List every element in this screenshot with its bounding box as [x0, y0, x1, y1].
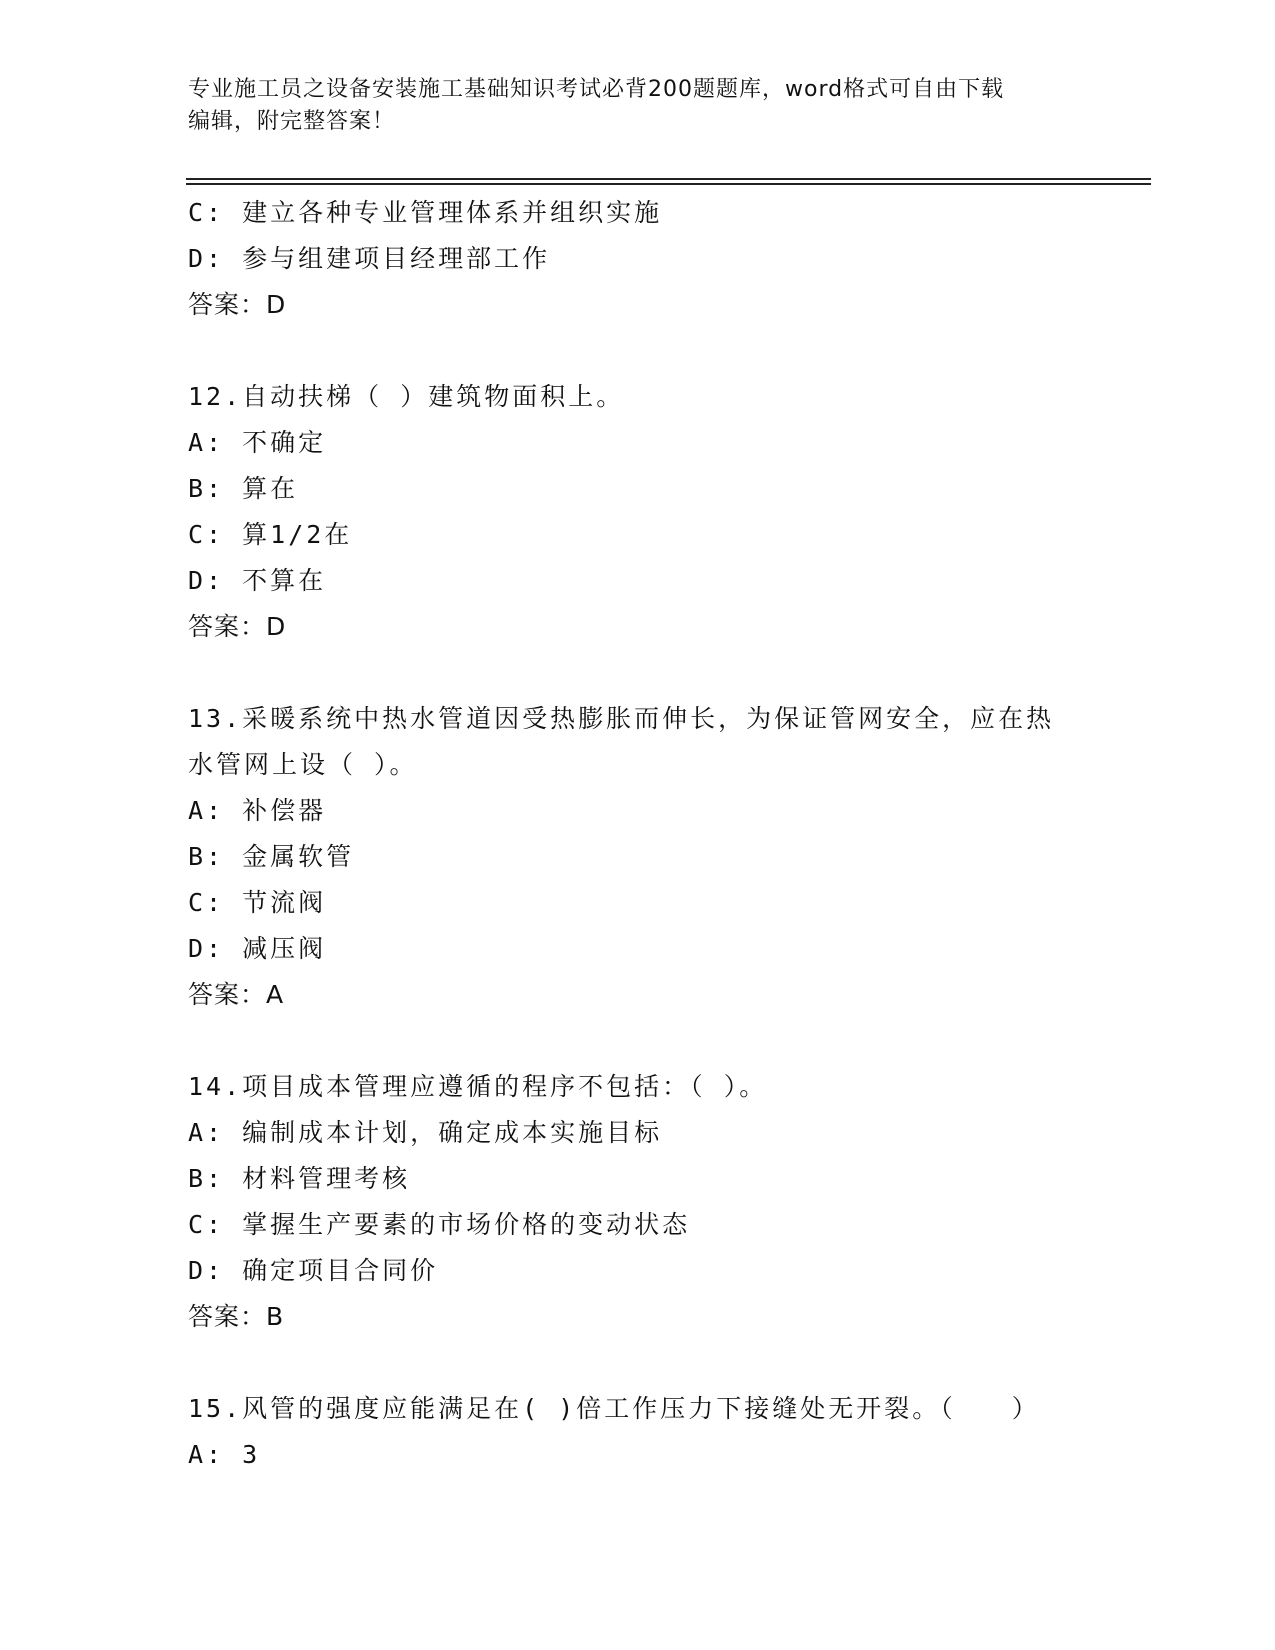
question-12	[188, 374, 1088, 650]
option-d: D: 参与组建项目经理部工作	[188, 244, 551, 273]
spacer	[188, 650, 1088, 696]
header-divider-top	[186, 178, 1151, 180]
option-d: D: 减压阀	[188, 934, 327, 963]
answer-label: 答案：A	[188, 980, 285, 1009]
question-14	[188, 1064, 1088, 1340]
spacer	[188, 1018, 1088, 1064]
option-a: A: 3	[188, 1440, 261, 1469]
question-stem: 14.项目成本管理应遵循的程序不包括：（ ）。	[188, 1072, 768, 1101]
answer-label: 答案：D	[188, 612, 287, 641]
spacer	[188, 1340, 1088, 1386]
question-stem: 15.风管的强度应能满足在( )倍工作压力下接缝处无开裂。（ ）	[188, 1394, 1040, 1423]
question-stem-line2: 水管网上设（ ）。	[188, 750, 418, 779]
option-c: C: 掌握生产要素的市场价格的变动状态	[188, 1210, 691, 1239]
answer-label: 答案：D	[188, 290, 287, 319]
option-b: B: 算在	[188, 474, 299, 503]
option-d: D: 确定项目合同价	[188, 1256, 439, 1285]
header-title-line2: 编辑，附完整答案！	[188, 109, 396, 134]
spacer	[188, 328, 1088, 374]
question-15	[188, 1386, 1088, 1478]
header-title-line1: 专业施工员之设备安装施工基础知识考试必背200题题库，word格式可自由下载	[188, 77, 1005, 102]
option-a: A: 编制成本计划，确定成本实施目标	[188, 1118, 663, 1147]
option-c: C: 节流阀	[188, 888, 327, 917]
document-header	[188, 74, 1078, 138]
option-a: A: 补偿器	[188, 796, 327, 825]
header-divider-bottom	[186, 183, 1151, 185]
option-c: C: 建立各种专业管理体系并组织实施	[188, 198, 663, 227]
question-13	[188, 696, 1088, 1018]
option-b: B: 材料管理考核	[188, 1164, 411, 1193]
option-c: C: 算1/2在	[188, 520, 353, 549]
answer-label: 答案：B	[188, 1302, 285, 1331]
question-11-tail	[188, 190, 1088, 328]
question-content	[188, 190, 1088, 1478]
question-stem: 12.自动扶梯（ ）建筑物面积上。	[188, 382, 625, 411]
question-stem-line1: 13.采暖系统中热水管道因受热膨胀而伸长，为保证管网安全，应在热	[188, 704, 1055, 733]
option-d: D: 不算在	[188, 566, 327, 595]
option-b: B: 金属软管	[188, 842, 355, 871]
option-a: A: 不确定	[188, 428, 327, 457]
